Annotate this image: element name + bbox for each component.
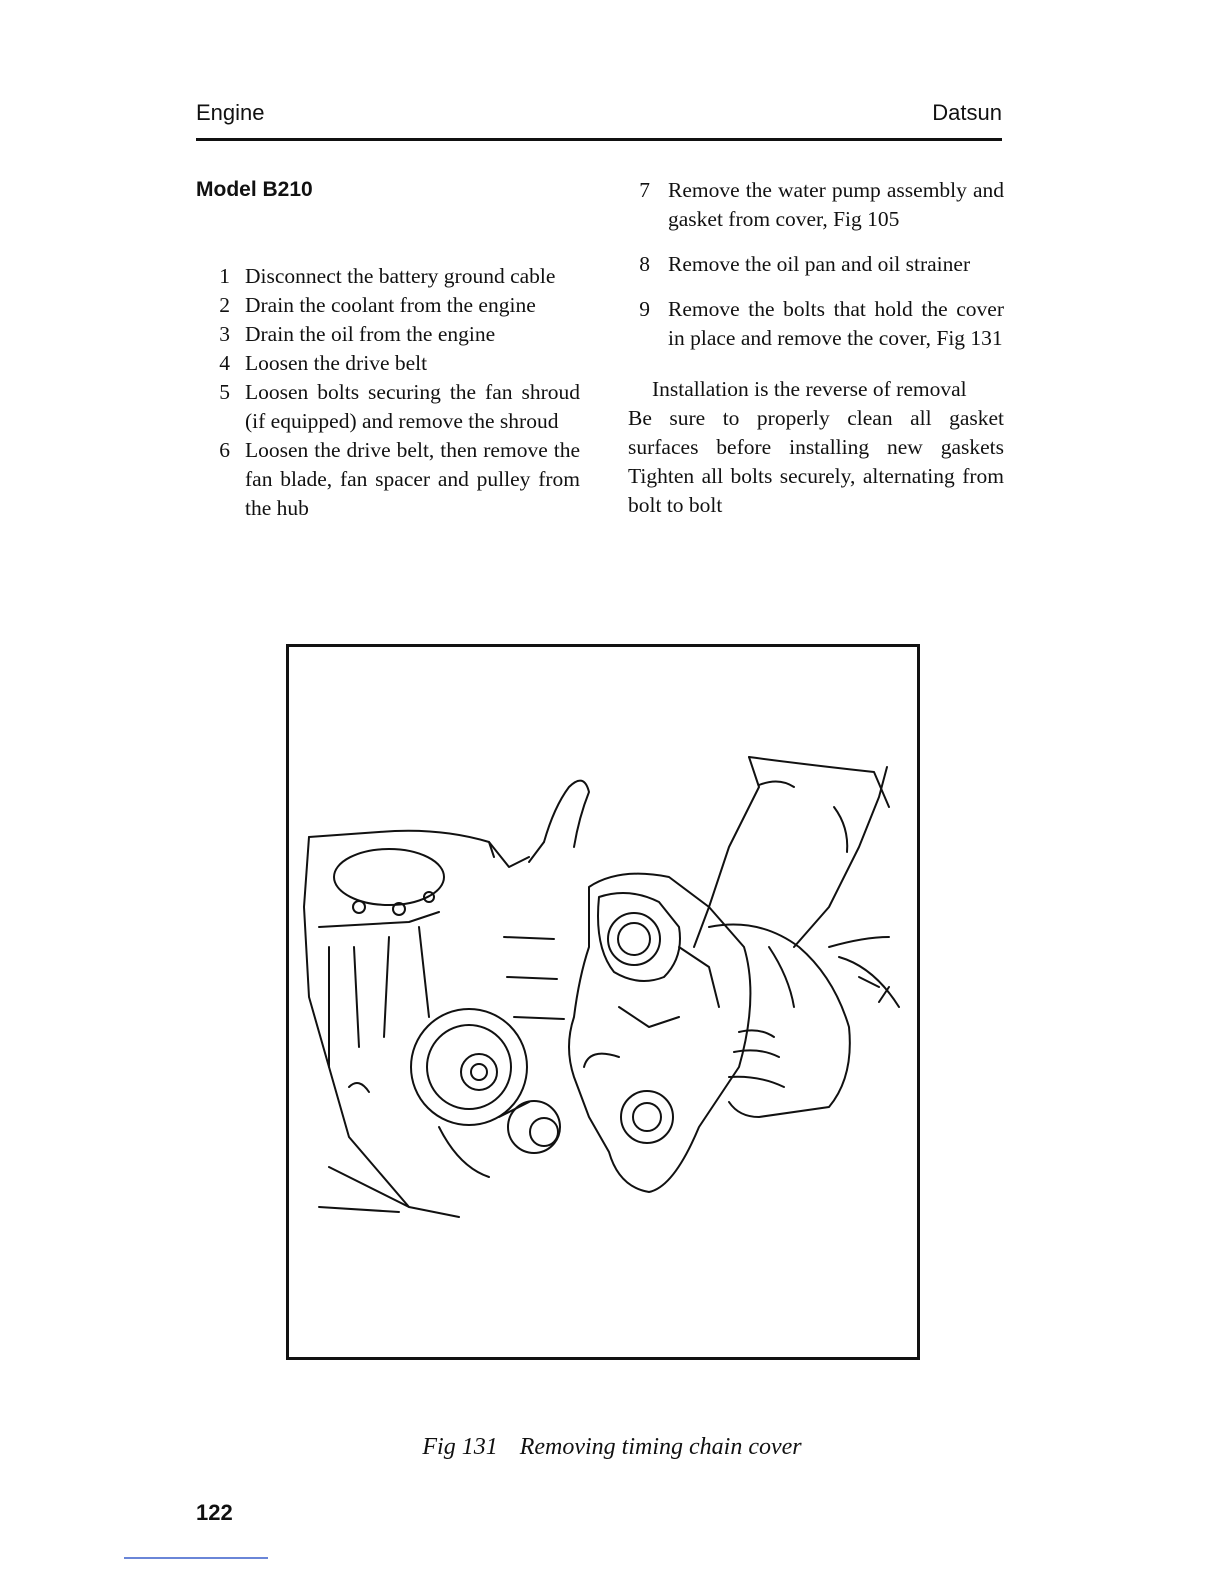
step-item (628, 295, 1004, 353)
installation-detail: Be sure to properly clean all gasket surfaces before installing new gaskets Tighten all bolts securely, alternating from bolt to bolt (628, 406, 1004, 517)
step-number: 1 (219, 264, 230, 288)
step-number: 2 (219, 293, 230, 317)
right-column (628, 176, 1004, 520)
header-rule (196, 138, 1002, 141)
step-text: Remove the bolts that hold the cover in place and remove the cover, Fig 131 (668, 297, 1004, 350)
header-section-name: Engine (196, 100, 265, 125)
figure-caption-label: Fig 131 (422, 1434, 498, 1460)
step-item (208, 378, 580, 436)
step-number: 3 (219, 322, 230, 346)
figure-caption-text: Removing timing chain cover (519, 1434, 802, 1460)
step-text: Loosen bolts securing the fan shroud (if equipped) and remove the shroud (245, 380, 580, 433)
section-title: Model B210 (196, 178, 313, 201)
footer-rule (124, 1557, 268, 1559)
header-book-title: Datsun (932, 100, 1002, 125)
step-item (628, 176, 1004, 234)
step-number: 5 (219, 380, 230, 404)
engine-timing-cover-removal-illustration (289, 647, 917, 1357)
step-number: 9 (639, 297, 650, 321)
page-number: 122 (196, 1500, 233, 1525)
step-item (208, 262, 580, 291)
step-text: Remove the oil pan and oil strainer (668, 252, 971, 276)
step-item (208, 436, 580, 523)
step-text: Drain the coolant from the engine (245, 293, 536, 317)
running-header (196, 100, 1002, 130)
step-item (208, 349, 580, 378)
step-text: Loosen the drive belt, then remove the fan blade, fan spacer and pulley from the hub (245, 438, 580, 520)
step-text: Disconnect the battery ground cable (245, 264, 556, 288)
step-text: Remove the water pump assembly and gasket from cover, Fig 105 (668, 178, 1004, 231)
installation-note (628, 375, 1004, 520)
figure-frame (286, 644, 920, 1360)
step-text: Loosen the drive belt (245, 351, 428, 375)
figure-caption (0, 1434, 1224, 1461)
step-number: 4 (219, 351, 230, 375)
left-column (208, 262, 580, 523)
step-number: 7 (639, 178, 650, 202)
step-item (628, 250, 1004, 279)
installation-line: Installation is the reverse of removal (652, 377, 967, 401)
step-item (208, 320, 580, 349)
step-text: Drain the oil from the engine (245, 322, 496, 346)
step-number: 6 (219, 438, 230, 462)
step-number: 8 (639, 252, 650, 276)
step-item (208, 291, 580, 320)
